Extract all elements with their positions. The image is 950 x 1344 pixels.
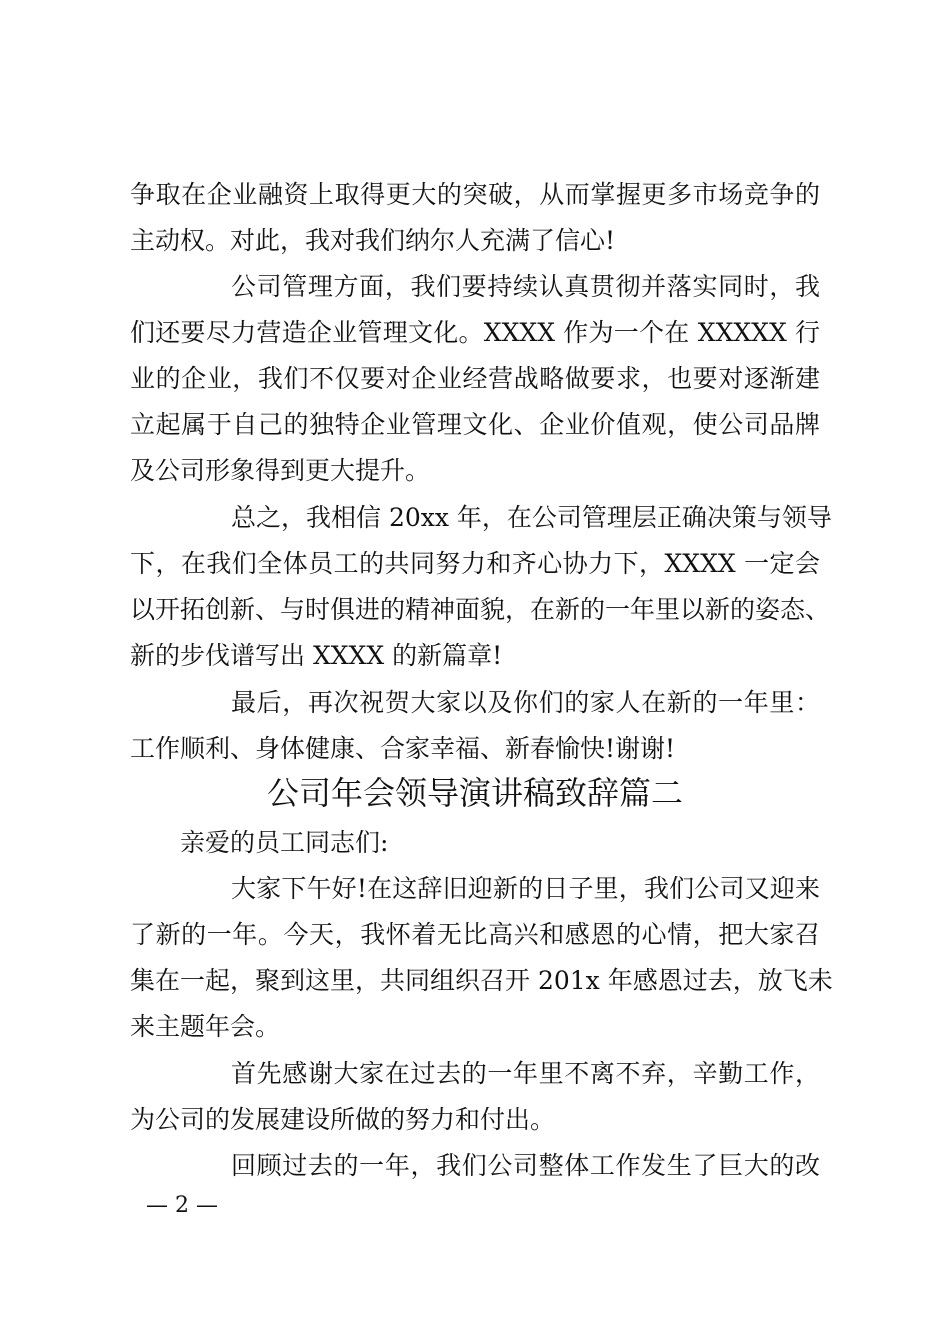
paragraph-line: 公司管理方面，我们要持续认真贯彻并落实同时，我 (231, 272, 820, 301)
paragraph-line: 以开拓创新、与时俱进的精神面貌，在新的一年里以新的姿态、 (130, 595, 831, 624)
paragraph-line: 主动权。对此，我对我们纳尔人充满了信心! (130, 226, 616, 255)
paragraph-line: 下，在我们全体员工的共同努力和齐心协力下，XXXX 一定会 (130, 549, 820, 578)
section-heading: 公司年会领导演讲稿致辞篇二 (266, 774, 683, 812)
paragraph-line: 总之，我相信 20xx 年，在公司管理层正确决策与领导 (231, 503, 832, 532)
paragraph-line: 们还要尽力营造企业管理文化。XXXX 作为一个在 XXXXX 行 (130, 318, 820, 347)
greeting-line: 亲爱的员工同志们: (180, 828, 389, 857)
paragraph-line: 工作顺利、身体健康、合家幸福、新春愉快!谢谢! (130, 734, 676, 763)
paragraph-line: 首先感谢大家在过去的一年里不离不弃，辛勤工作， (231, 1059, 820, 1088)
paragraph-line: 为公司的发展建设所做的努力和付出。 (130, 1105, 556, 1134)
paragraph-line: 集在一起，聚到这里，共同组织召开 201x 年感恩过去，放飞未 (130, 966, 833, 995)
paragraph-line: 大家下午好!在这辞旧迎新的日子里，我们公司又迎来 (231, 874, 820, 903)
paragraph-line: 及公司形象得到更大提升。 (130, 456, 431, 485)
paragraph-line: 新的步伐谱写出 XXXX 的新篇章! (130, 641, 503, 670)
paragraph-line: 争取在企业融资上取得更大的突破，从而掌握更多市场竞争的 (130, 180, 820, 209)
paragraph-line: 了新的一年。今天，我怀着无比高兴和感恩的心情，把大家召 (130, 920, 820, 949)
paragraph-line: 回顾过去的一年，我们公司整体工作发生了巨大的改 (231, 1151, 820, 1180)
paragraph-line: 业的企业，我们不仅要对企业经营战略做要求，也要对逐渐建 (130, 364, 820, 393)
paragraph-line: 来主题年会。 (130, 1012, 281, 1041)
paragraph-line: 最后，再次祝贺大家以及你们的家人在新的一年里： (231, 688, 820, 717)
paragraph-line: 立起属于自己的独特企业管理文化、企业价值观，使公司品牌 (130, 410, 820, 439)
page-number: — 2 — (146, 1193, 218, 1218)
